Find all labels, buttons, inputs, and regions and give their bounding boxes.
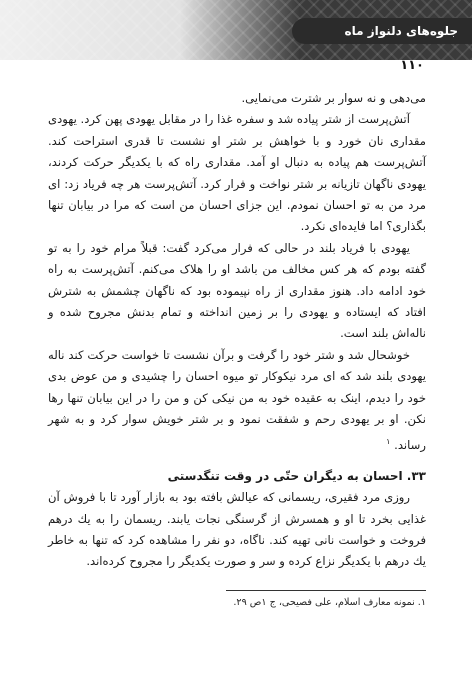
footnote-marker: ۱ (386, 436, 391, 446)
paragraph-1: می‌دهی و نه سوار بر شترت می‌نمایی. (241, 91, 426, 105)
section-heading: ۳۳. احسان به دیگران حتّی در وقت تنگدستی (167, 468, 426, 483)
paragraph-4 (48, 345, 426, 456)
page-number: ۱۱۰ (400, 58, 424, 73)
paragraph-3: یهودی با فریاد بلند در حالی که فرار می‌کرد گفت: قبلاً مرام خود را به تو گفته بودم که هر کس مخالف من باشد او را هلاک می‌کنم. آتش‌پرست به راه خود ادامه داد. هنوز مقداری از راه نپیموده بود که ناگهان چشمش به شترش افتاد که ایستاده و یهودی را بر زمین انداخته و تمام بدنش مجروح شده و ناله‌اش بلند است. (48, 240, 426, 341)
paragraph-5: روزی مرد فقیری، ریسمانی که عیالش بافته بود به بازار آورد تا با فروش آن غذایی بخرد تا او و همسرش از گرسنگی نجات یابند. ریسمان را به یك درهم فروخت و خواست نانی تهیه کند. ناگاه، دو نفر را مشاهده کرد که تنها به خاطر یك درهم با یکدیگر نزاع کرده و سر و صورت یکدیگر را مجروح کرده‌اند. (48, 490, 426, 569)
footnote-1: ۱. نمونه معارف اسلام، علی فصیحی، ج ۱ص ۲۹. (233, 597, 426, 608)
header-ornament-fade (0, 0, 300, 60)
book-title: جلوه‌های دلنواز ماه (344, 24, 458, 38)
paragraph-2: آتش‌پرست از شتر پیاده شد و سفره غذا را در مقابل یهودی پهن کرد. یهودی مقداری نان خورد و با خواهش بر شتر او نشست تا قدری استراحت کند. آتش‌پرست هم پیاده به دنبال او آمد. مقداری راه که با یکدیگر حرکت کردند، یهودی ناگهان تازیانه بر شتر نواخت و فرار کرد. آتش‌پرست هر چه فریاد زد: ای مرد من به تو احسان نمودم. این جزای احسان من است که مرا در بیابان تنها بگذاری؟ اما فایده‌ای نکرد. (48, 112, 426, 234)
page-header (0, 0, 472, 62)
page-body (48, 88, 426, 573)
paragraph-4-text: خوشحال شد و شتر خود را گرفت و برآن نشست تا خواست حرکت کند ناله یهودی بلند شد که ای مرد نیکوکار تو میوه احسان را چشیدی و من عوض بدی خود را دیدم، اینک به عقیده خود به من نیکی کن و من را در این بیابان تنها رها نکن. او بر یهودی رحم و شفقت نمود و بر شتر خویش سوار کرد و به شهر رساند. (48, 347, 426, 452)
footnote-divider (226, 590, 426, 591)
book-title-tab (292, 18, 472, 44)
